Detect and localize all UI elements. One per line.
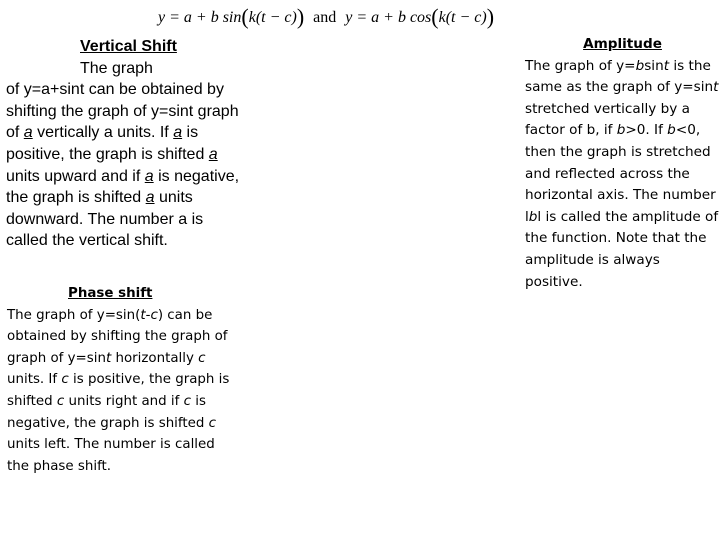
formula-sine-arg: (t − c) <box>255 9 297 26</box>
vertical-shift-section <box>6 36 248 252</box>
formula-sine-k: k <box>248 9 256 26</box>
formula-cosine-arg: (t − c) <box>445 9 487 26</box>
amplitude-title: Amplitude <box>583 36 662 52</box>
formula-header: y = a + b sin(k(t − c)) and y = a + b cos(k(t − c)) <box>158 4 495 29</box>
amplitude-body: The graph of y=bsint is the same as the graph of y=sint stretched vertically by a factor of b, if b>0. If b<0, then the graph is stretched and reflected across the horizontal axis. The number lbl is called the amplitude of the function. Note that the amplitude is always positive. <box>525 57 719 290</box>
vertical-shift-body: of y=a+sint can be obtained by shifting the graph of y=sint graph of a vertically a units. If a is positive, the graph is shifted a units upward and if a is negative, the graph is shifted a units downward. The number a is called the vertical shift. <box>6 81 240 250</box>
formula-cosine-lhs: y = a + b cos <box>345 9 432 26</box>
phase-shift-body: The graph of y=sin(t-c) can be obtained by shifting the graph of graph of y=sint horizontally c units. If c is positive, the graph is shifted c units right and if c is negative, the graph is shifted c units left. The number is called the phase shift. <box>7 307 230 474</box>
phase-shift-title: Phase shift <box>68 286 153 301</box>
formula-connector: and <box>313 9 337 26</box>
amplitude-section <box>525 34 720 293</box>
formula-sine-lhs: y = a + b sin <box>158 9 242 26</box>
vertical-shift-title: Vertical Shift <box>80 38 177 55</box>
vertical-shift-line1: The graph <box>80 59 153 77</box>
phase-shift-section <box>7 283 232 477</box>
formula-cosine-k: k <box>438 9 446 26</box>
